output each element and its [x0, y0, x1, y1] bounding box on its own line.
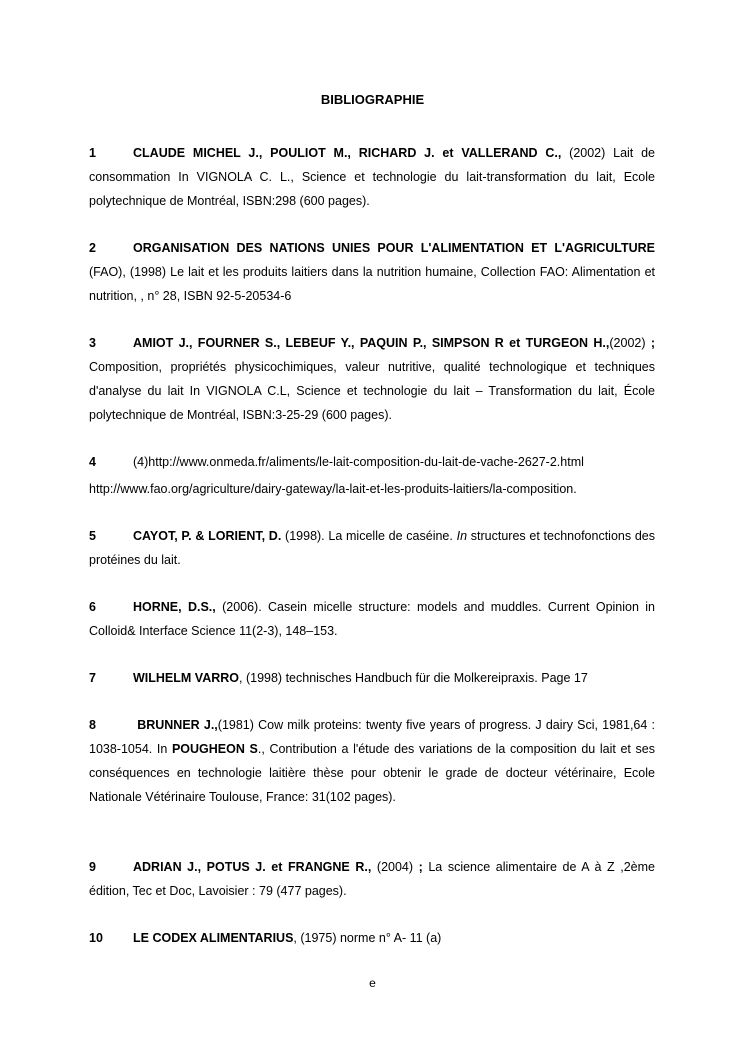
- reference-authors: WILHELM VARRO: [133, 671, 240, 685]
- reference-text: La science alimentaire de A à Z ,2ème édition, Tec et Doc, Lavoisier : 79 (477 pages).: [89, 860, 655, 898]
- reference-item-4: [89, 450, 655, 501]
- page-title: BIBLIOGRAPHIE: [320, 92, 425, 107]
- reference-number: 8: [89, 718, 96, 732]
- reference-authors: AMIOT J., FOURNER S., LEBEUF Y., PAQUIN P., SIMPSON R et TURGEON H.,: [133, 336, 610, 350]
- reference-link-onmeda[interactable]: (4)http://www.onmeda.fr/aliments/le-lait-composition-du-lait-de-vache-2627-2.html: [133, 455, 584, 469]
- reference-number: 3: [89, 336, 96, 350]
- reference-italic: In: [456, 529, 468, 543]
- reference-number: 9: [89, 860, 96, 874]
- page-footer: e: [369, 976, 376, 990]
- reference-year: (2004): [371, 860, 419, 874]
- reference-authors: CLAUDE MICHEL J., POULIOT M., RICHARD J. et VALLERAND C.,: [133, 146, 562, 160]
- reference-item-2: [89, 236, 655, 308]
- reference-item-5: [89, 524, 655, 572]
- reference-text: (FAO), (1998) Le lait et les produits laitiers dans la nutrition humaine, Collection FAO: Alimentation et nutrition, , n° 28, ISBN 92-5-20534-6: [89, 265, 655, 303]
- reference-number: 4: [89, 455, 96, 469]
- reference-number: 1: [89, 146, 96, 160]
- reference-item-8: [89, 713, 655, 809]
- reference-authors: ADRIAN J., POTUS J. et FRANGNE R.,: [133, 860, 372, 874]
- reference-text: (2002) Lait de consommation In VIGNOLA C. L., Science et technologie du lait-transformation du lait, Ecole polytechnique de Montréal, ISBN:298 (600 pages).: [89, 146, 655, 208]
- reference-item-10: [89, 926, 655, 950]
- reference-text: , (1998) technisches Handbuch für die Molkereipraxis. Page 17: [239, 671, 588, 685]
- reference-list: [89, 141, 655, 973]
- reference-authors: LE CODEX ALIMENTARIUS: [133, 931, 294, 945]
- reference-item-9: [89, 855, 655, 903]
- reference-authors: CAYOT, P. & LORIENT, D.: [133, 529, 282, 543]
- reference-text: , (1975) norme n° A- 11 (a): [293, 931, 442, 945]
- reference-text: structures et technofonctions des protéines du lait.: [89, 529, 655, 567]
- reference-authors: ORGANISATION DES NATIONS UNIES POUR L'ALIMENTATION ET L'AGRICULTURE: [133, 241, 655, 255]
- reference-item-7: [89, 666, 655, 690]
- reference-year: (2002): [609, 336, 651, 350]
- reference-text: (2006). Casein micelle structure: models and muddles. Current Opinion in Colloid& Interface Science 11(2-3), 148–153.: [89, 600, 656, 638]
- reference-authors: BRUNNER J.,: [137, 718, 218, 732]
- reference-link-fao[interactable]: http://www.fao.org/agriculture/dairy-gateway/la-lait-et-les-produits-laitiers/la-composition.: [89, 482, 577, 496]
- reference-text: ., Contribution a l'étude des variations de la composition du lait et ses conséquences en technologie laitière thèse pour obtenir le grade de docteur vétérinaire, Ecole Nationale Vétérinaire Toulouse, France: 31(102 pages).: [89, 742, 655, 804]
- reference-text: (1998). La micelle de caséine.: [281, 529, 457, 543]
- reference-separator: ;: [650, 336, 655, 350]
- reference-authors-secondary: POUGHEON S: [171, 742, 258, 756]
- reference-number: 5: [89, 529, 96, 543]
- reference-item-3: [89, 331, 655, 427]
- reference-number: 7: [89, 671, 96, 685]
- reference-separator: ;: [418, 860, 423, 874]
- reference-authors: HORNE, D.S.,: [133, 600, 216, 614]
- reference-item-6: [89, 595, 655, 643]
- reference-item-1: [89, 141, 655, 213]
- reference-number: 6: [89, 600, 96, 614]
- reference-text: (1981) Cow milk proteins: twenty five years of progress. J dairy Sci, 1981,64 : 1038-1054. In: [89, 718, 655, 756]
- reference-text: Composition, propriétés physicochimiques, valeur nutritive, qualité technologique et techniques d'analyse du lait In VIGNOLA C.L, Science et technologie du lait – Transformation du lait, École polytechnique de Montréal, ISBN:3-25-29 (600 pages).: [89, 360, 655, 422]
- reference-number: 2: [89, 241, 96, 255]
- reference-number: 10: [89, 931, 103, 945]
